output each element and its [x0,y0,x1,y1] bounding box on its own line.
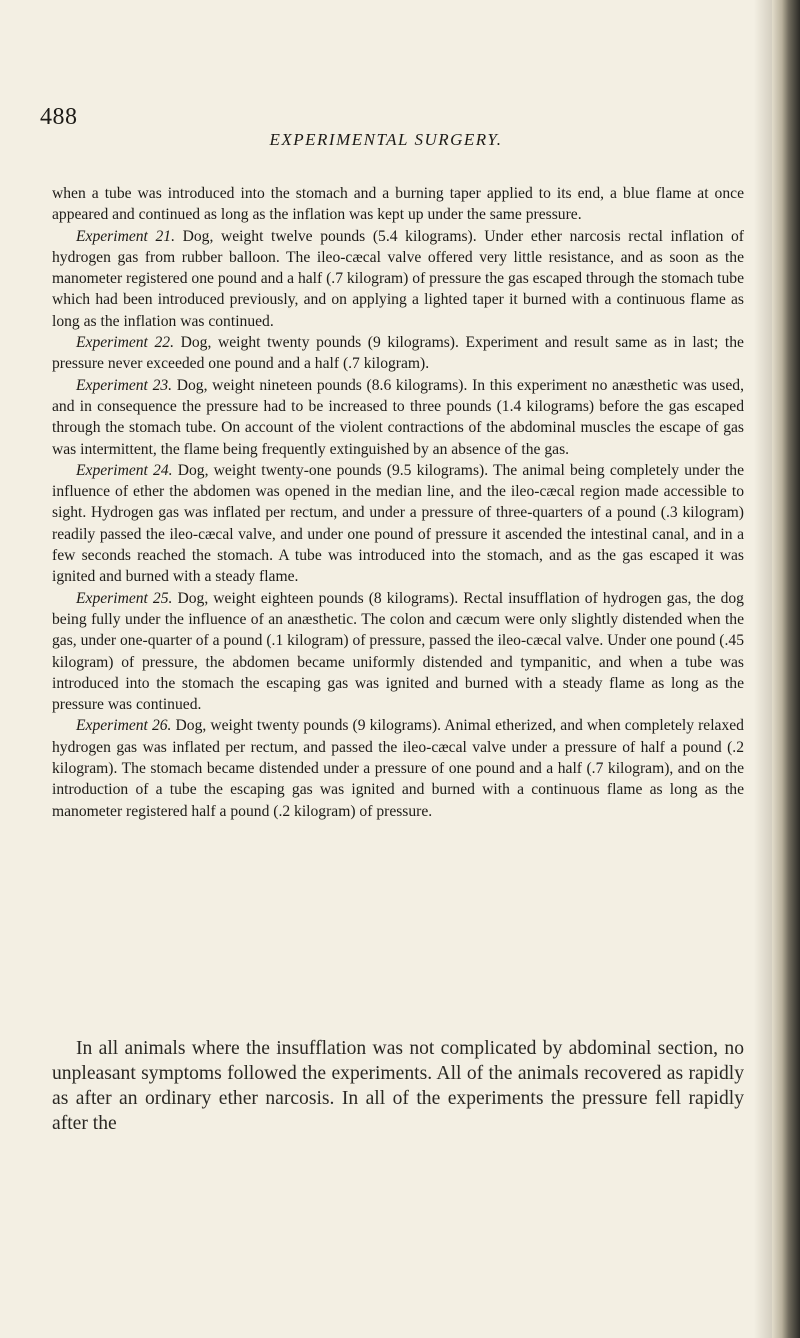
paragraph-experiment-22 [52,332,744,375]
paragraph-intro [52,183,744,226]
body-text [52,183,744,822]
experiment-label: Experiment 26. [76,717,172,735]
experiment-label: Experiment 21. [76,227,175,245]
paragraph-text: Dog, weight twenty-one pounds (9.5 kilograms). The animal being completely under the influence of ether the abdomen was opened in the median line, and the ileo-cæcal region made accessible to sight. Hydrogen gas was inflated per rectum, and under a pressure of three-quarters of a pound (.3 kilogram) readily passed the ileo-cæcal valve, and under one pound of pressure it ascended the intestinal canal, and in a few seconds reached the stomach. A tube was introduced into the stomach, and as the gas escaped it was ignited and burned with a steady flame. [52,461,744,586]
paragraph-experiment-23 [52,375,744,460]
page-edge [772,0,800,1338]
experiment-label: Experiment 23. [76,376,173,394]
paragraph-experiment-24 [52,460,744,588]
paragraph-text: Dog, weight twenty pounds (9 kilograms). Experiment and result same as in last; the pressure never exceeded one pound and a half (.7 kilogram). [52,334,744,373]
running-title: EXPERIMENTAL SURGERY. [269,130,503,149]
experiment-label: Experiment 24. [76,461,173,479]
closing-paragraph [52,1036,744,1136]
paragraph-experiment-21 [52,226,744,332]
experiment-label: Experiment 25. [76,589,173,607]
paragraph-experiment-26 [52,715,744,821]
paragraph-text: when a tube was introduced into the stomach and a burning taper applied to its end, a blue flame at once appeared and continued as long as the inflation was kept up under the same pressure. [52,185,744,224]
paragraph-text: Dog, weight twelve pounds (5.4 kilograms). Under ether narcosis rectal inflation of hydrogen gas from rubber balloon. The ileo-cæcal valve offered very little resistance, and as soon as the manometer registered one pound and a half (.7 kilogram) of pressure the gas escaped through the stomach tube which had been introduced previously, and on applying a lighted taper it burned with a continuous flame as long as the inflation was continued. [52,227,744,330]
page-number: 488 [40,104,78,130]
paragraph-experiment-25 [52,588,744,716]
closing-text: In all animals where the insufflation was not complicated by abdominal section, no unpleasant symptoms followed the experiments. All of the animals recovered as rapidly as after an ordinary ether narcosis. In all of the experiments the pressure fell rapidly after the [52,1038,744,1134]
paragraph-text: Dog, weight twenty pounds (9 kilograms). Animal etherized, and when completely relaxed hydrogen gas was inflated per rectum, and passed the ileo-cæcal valve under a pressure of half a pound (.2 kilogram). The stomach became distended under a pressure of one pound and a half (.7 kilogram), and on the introduction of a tube the escaping gas was ignited and burned with a continuous flame as long as the manometer registered half a pound (.2 kilogram) of pressure. [52,717,744,820]
paragraph-text: Dog, weight eighteen pounds (8 kilograms). Rectal insufflation of hydrogen gas, the dog being fully under the influence of an anæsthetic. The colon and cæcum were only slightly distended when the gas, under one-quarter of a pound (.1 kilogram) of pressure, passed the ileo-cæcal valve. Under one pound (.45 kilogram) of pressure, the abdomen became uniformly distended and tympanitic, and when a tube was introduced into the stomach the escaping gas was ignited and burned with a steady flame as long as the pressure was continued. [52,589,744,714]
page-gutter-shadow [754,0,772,1338]
experiment-label: Experiment 22. [76,334,174,352]
page-header [0,104,772,154]
paragraph-text: Dog, weight nineteen pounds (8.6 kilograms). In this experiment no anæsthetic was used, and in consequence the pressure had to be increased to three pounds (1.4 kilograms) before the gas escaped through the stomach tube. On account of the violent contractions of the abdominal muscles the escape of gas was intermittent, the flame being frequently extinguished by an absence of the gas. [52,376,744,458]
